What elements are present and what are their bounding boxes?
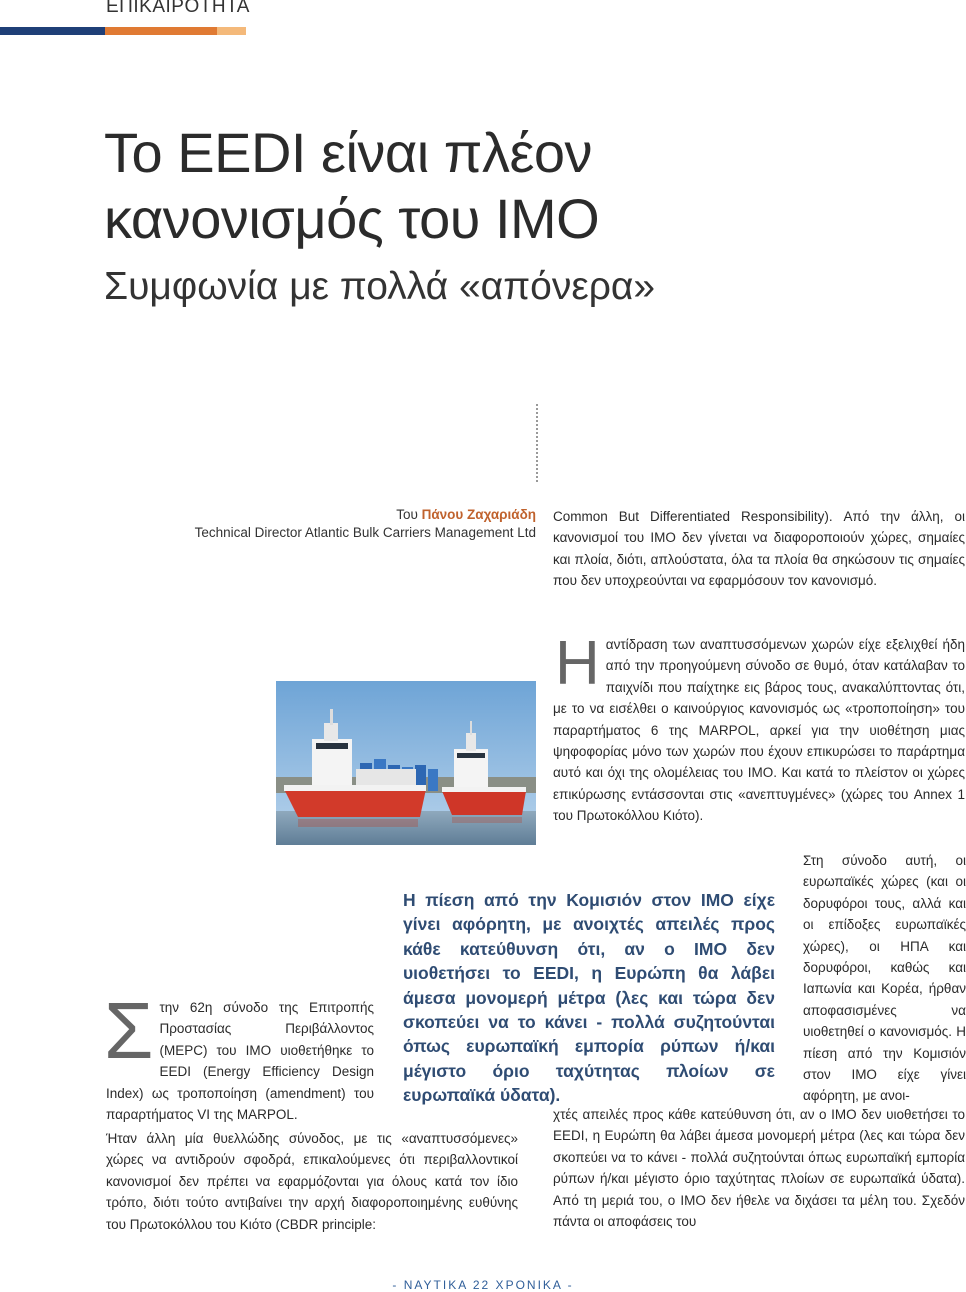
body-col-left-bottom: Ήταν άλλη μία θυελλώδης σύνοδος, με τις «αναπτυσσόμενες» χώρες να αντιδρούν σφοδρά, επικαλούμενες ότι περιβαλλοντικοί κανονισμοί δεν πρέπει να εφαρμόζονται για όλους κατά τον ίδιο τρόπο, διότι τούτο αντιβαίνει την αρχή διαφοροποιημένης ευθύνης του Πρωτοκόλλου του Κιότο (CBDR principle: xyxy=(106,1131,518,1232)
body-col-right-2-text: αντίδραση των αναπτυσσόμενων χωρών είχε εξελιχθεί ήδη από την προηγούμενη σύνοδο σε θυμό, όταν κατάλαβαν το παιχνίδι που παίχτηκε εις βάρος τους, ανακαλύπτοντας ότι, με το να εισέλθει ο καινούργιος κανονισμός ως «τροποποίηση» του παραρτήματος 6 της MARPOL, αρκεί για την υιοθέτηση μιας ψηφοφορίας μόνο των χωρών που έχουν επικυρώσει το παράρτημα αυτό και όχι της ολομέλειας του IMO. Και κατά το πλείστον οι χώρες επικύρωσης εντάσσονται στις «ανεπτυγμένες» (χώρες του Annex 1 του Πρωτοκόλλου Κιότο). xyxy=(553,637,965,824)
body-col-right-top: Common But Differentiated Responsibility). Από την άλλη, οι κανονισμοί του IMO δεν γίνεται να διαφοροποιούν χώρες, σημαίες και πλοία, διότι, απλούστατα, όλα τα πλοία θα σηκώσουν τις σημαίες που δεν υποχρεούνται να εφαρμόσουν τον κανονισμό. xyxy=(553,509,965,589)
article-subtitle: Συμφωνία με πολλά «απόνερα» xyxy=(104,265,656,308)
dropcap-eta: Η xyxy=(555,629,600,698)
header-bar-light-orange xyxy=(217,27,246,35)
section-label: ΕΠΙΚΑΙΡΟΤΗΤΑ xyxy=(106,0,250,17)
page-footer: - ΝΑΥΤΙΚΑ 22 ΧΡΟΝΙΚΑ - xyxy=(392,1278,574,1292)
dotted-divider xyxy=(536,404,538,482)
author-name: Πάνου Ζαχαριάδη xyxy=(421,507,536,522)
byline xyxy=(150,506,536,542)
body-col-right-bottom: χτές απειλές προς κάθε κατεύθυνση ότι, αν ο IMO δεν υιοθετήσει το EEDI, η Ευρώπη θα λάβει άμεσα μονομερή μέτρα (λες και τώρα δεν σκοπεύει να το κάνει - πολλά συζητούνται όπως ευρωπαϊκή εμπορία ρύπων ή/και μέγιστο όριο ταχύτητας πλοίων σε ευρωπαϊκά ύδατα). Από τη μεριά του, ο IMO δεν ήθελε να διχάσει τα μέλη του. Σχεδόν πάντα οι αποφάσεις του xyxy=(553,1107,965,1230)
body-col-narrow: Στη σύνοδο αυτή, οι ευρωπαϊκές χώρες (και οι δορυφόροι τους, αλλά και οι επίδοξες ευρωπαϊκές χώρες), οι ΗΠΑ και δορυφόροι, καθώς και Ιαπωνία και Κορέα, ήρθαν αποφασισμένες να υιοθετηθεί ο κανονισμός. Η πίεση από την Κομισιόν στον IMO είχε γίνει αφόρητη, με ανοι- xyxy=(803,853,966,1104)
title-line-2: κανονισμός του IMO xyxy=(104,187,600,250)
article-title xyxy=(104,120,804,252)
header-bar-orange xyxy=(105,27,217,35)
byline-prefix: Του xyxy=(396,507,422,522)
author-role: Technical Director Atlantic Bulk Carriers Management Ltd xyxy=(194,525,536,540)
body-col-right-2 xyxy=(553,629,965,827)
body-col-left-intro-text: την 62η σύνοδο της Επιτροπής Προστασίας Περιβάλλοντος (MEPC) του IMO υιοθετήθηκε το EEDI (Energy Efficiency Design Index) ως τροποποίηση (amendment) του παραρτήματος VI της MARPOL. xyxy=(106,1000,374,1123)
body-col-left-intro xyxy=(104,986,374,1125)
dropcap-sigma: Σ xyxy=(104,986,154,1075)
title-line-1: Το EEDI είναι πλέον xyxy=(104,121,593,184)
ships-photo xyxy=(276,681,536,845)
header-bar-navy xyxy=(0,27,105,35)
pull-quote: Η πίεση από την Κομισιόν στον IMO είχε γίνει αφόρητη, με ανοιχτές απειλές προς κάθε κατεύθυνση ότι, αν ο IMO δεν υιοθετήσει το EEDI, η Ευρώπη θα λάβει άμεσα μονομερή μέτρα (λες και τώρα δεν σκοπεύει να το κάνει - πολλά συζητούνται όπως ευρωπαϊκή εμπορία ρύπων ή/και μέγιστο όριο ταχύτητας πλοίων σε ευρωπαϊκά ύδατα). xyxy=(403,890,775,1106)
